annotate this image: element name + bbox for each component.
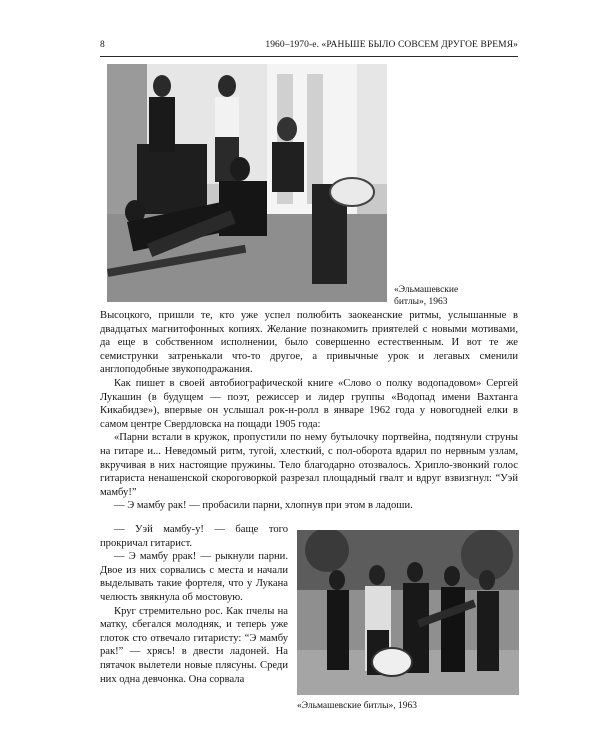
header-rule [100, 56, 518, 57]
running-title: 1960–1970-е. «РАНЬШЕ БЫЛО СОВСЕМ ДРУГОЕ ВРЕМЯ» [265, 40, 518, 50]
band-photo-1963-outdoors [297, 530, 519, 695]
photo-1-caption-line-2: битлы», 1963 [394, 297, 448, 307]
paragraph: Как пишет в своей автобиографической книге «Слово о полку водопадовом» Сергей Лукашин (в будущем — поэт, режиссер и лидер группы «Водопад имени Вахтанга Кикабидзе»), впервые он услышал рок-н-ролл в январе 1962 года у новогодней елки в самом центре Свердловска на пощади 1905 года: [100, 377, 518, 430]
band-photo-2-image [297, 530, 519, 695]
body-text [100, 309, 518, 513]
quote-paragraph: «Парни встали в кружок, пропустили по нему бутылочку портвейна, подтянули струны на гитаре и... Неведомый ритм, тугой, хлесткий, с пол-оборота вдарил по нервным узлам, вкручивая в них настоящие пружины. Тело благодарно отозвалось. Хрипло-звонкий голос гитариста ненашенской скороговоркой разрезал площадный гвалт и вдруг взвизгнул: “Уэй мамбу!” [100, 432, 518, 498]
paragraph: Круг стремительно рос. Как пчелы на матку, сбегался молодняк, и теперь уже глоток сто отвечало гитаристу: “Э мамбу рак!” — хрясь! в двести ладоней. На пятачок вылетели новые плясуны. Среди них одна девчонка. Она сорвала [100, 605, 288, 685]
band-photo-1963-porch [107, 64, 387, 302]
photo-2-caption: «Эльмашевские битлы», 1963 [297, 701, 418, 711]
page-number: 8 [100, 40, 105, 50]
paragraph: Высоцкого, пришли те, кто уже успел полюбить заокеанские ритмы, услышанные в двадцатых магнитофонных копиях. Желание познакомить приятелей с новыми мотивами, да еще в собственном исполнении, было совершенно естественным. И вот те же семиструнки затренькали что-то другое, а привычные урок и легавых сменили англоподобные звукоподражания. [100, 310, 518, 376]
paragraph: — Уэй мамбу-у! — баще того прокричал гитарист. [100, 524, 288, 549]
quote-paragraph: — Э мамбу рак! — пробасили парни, хлопнув при этом в ладоши. [114, 500, 413, 512]
narrow-column-text [100, 523, 288, 686]
photo-1-caption [394, 284, 504, 308]
paragraph: — Э мамбу ррак! — рыкнули парни. Двое из них сорвались с места и начали выделывать такие фортеля, что у Лукана челюсть звякнула об мостовую. [100, 551, 288, 603]
running-header [100, 40, 518, 54]
photo-1-caption-line-1: «Эльмашевские [394, 285, 459, 295]
band-photo-1-image [107, 64, 387, 302]
